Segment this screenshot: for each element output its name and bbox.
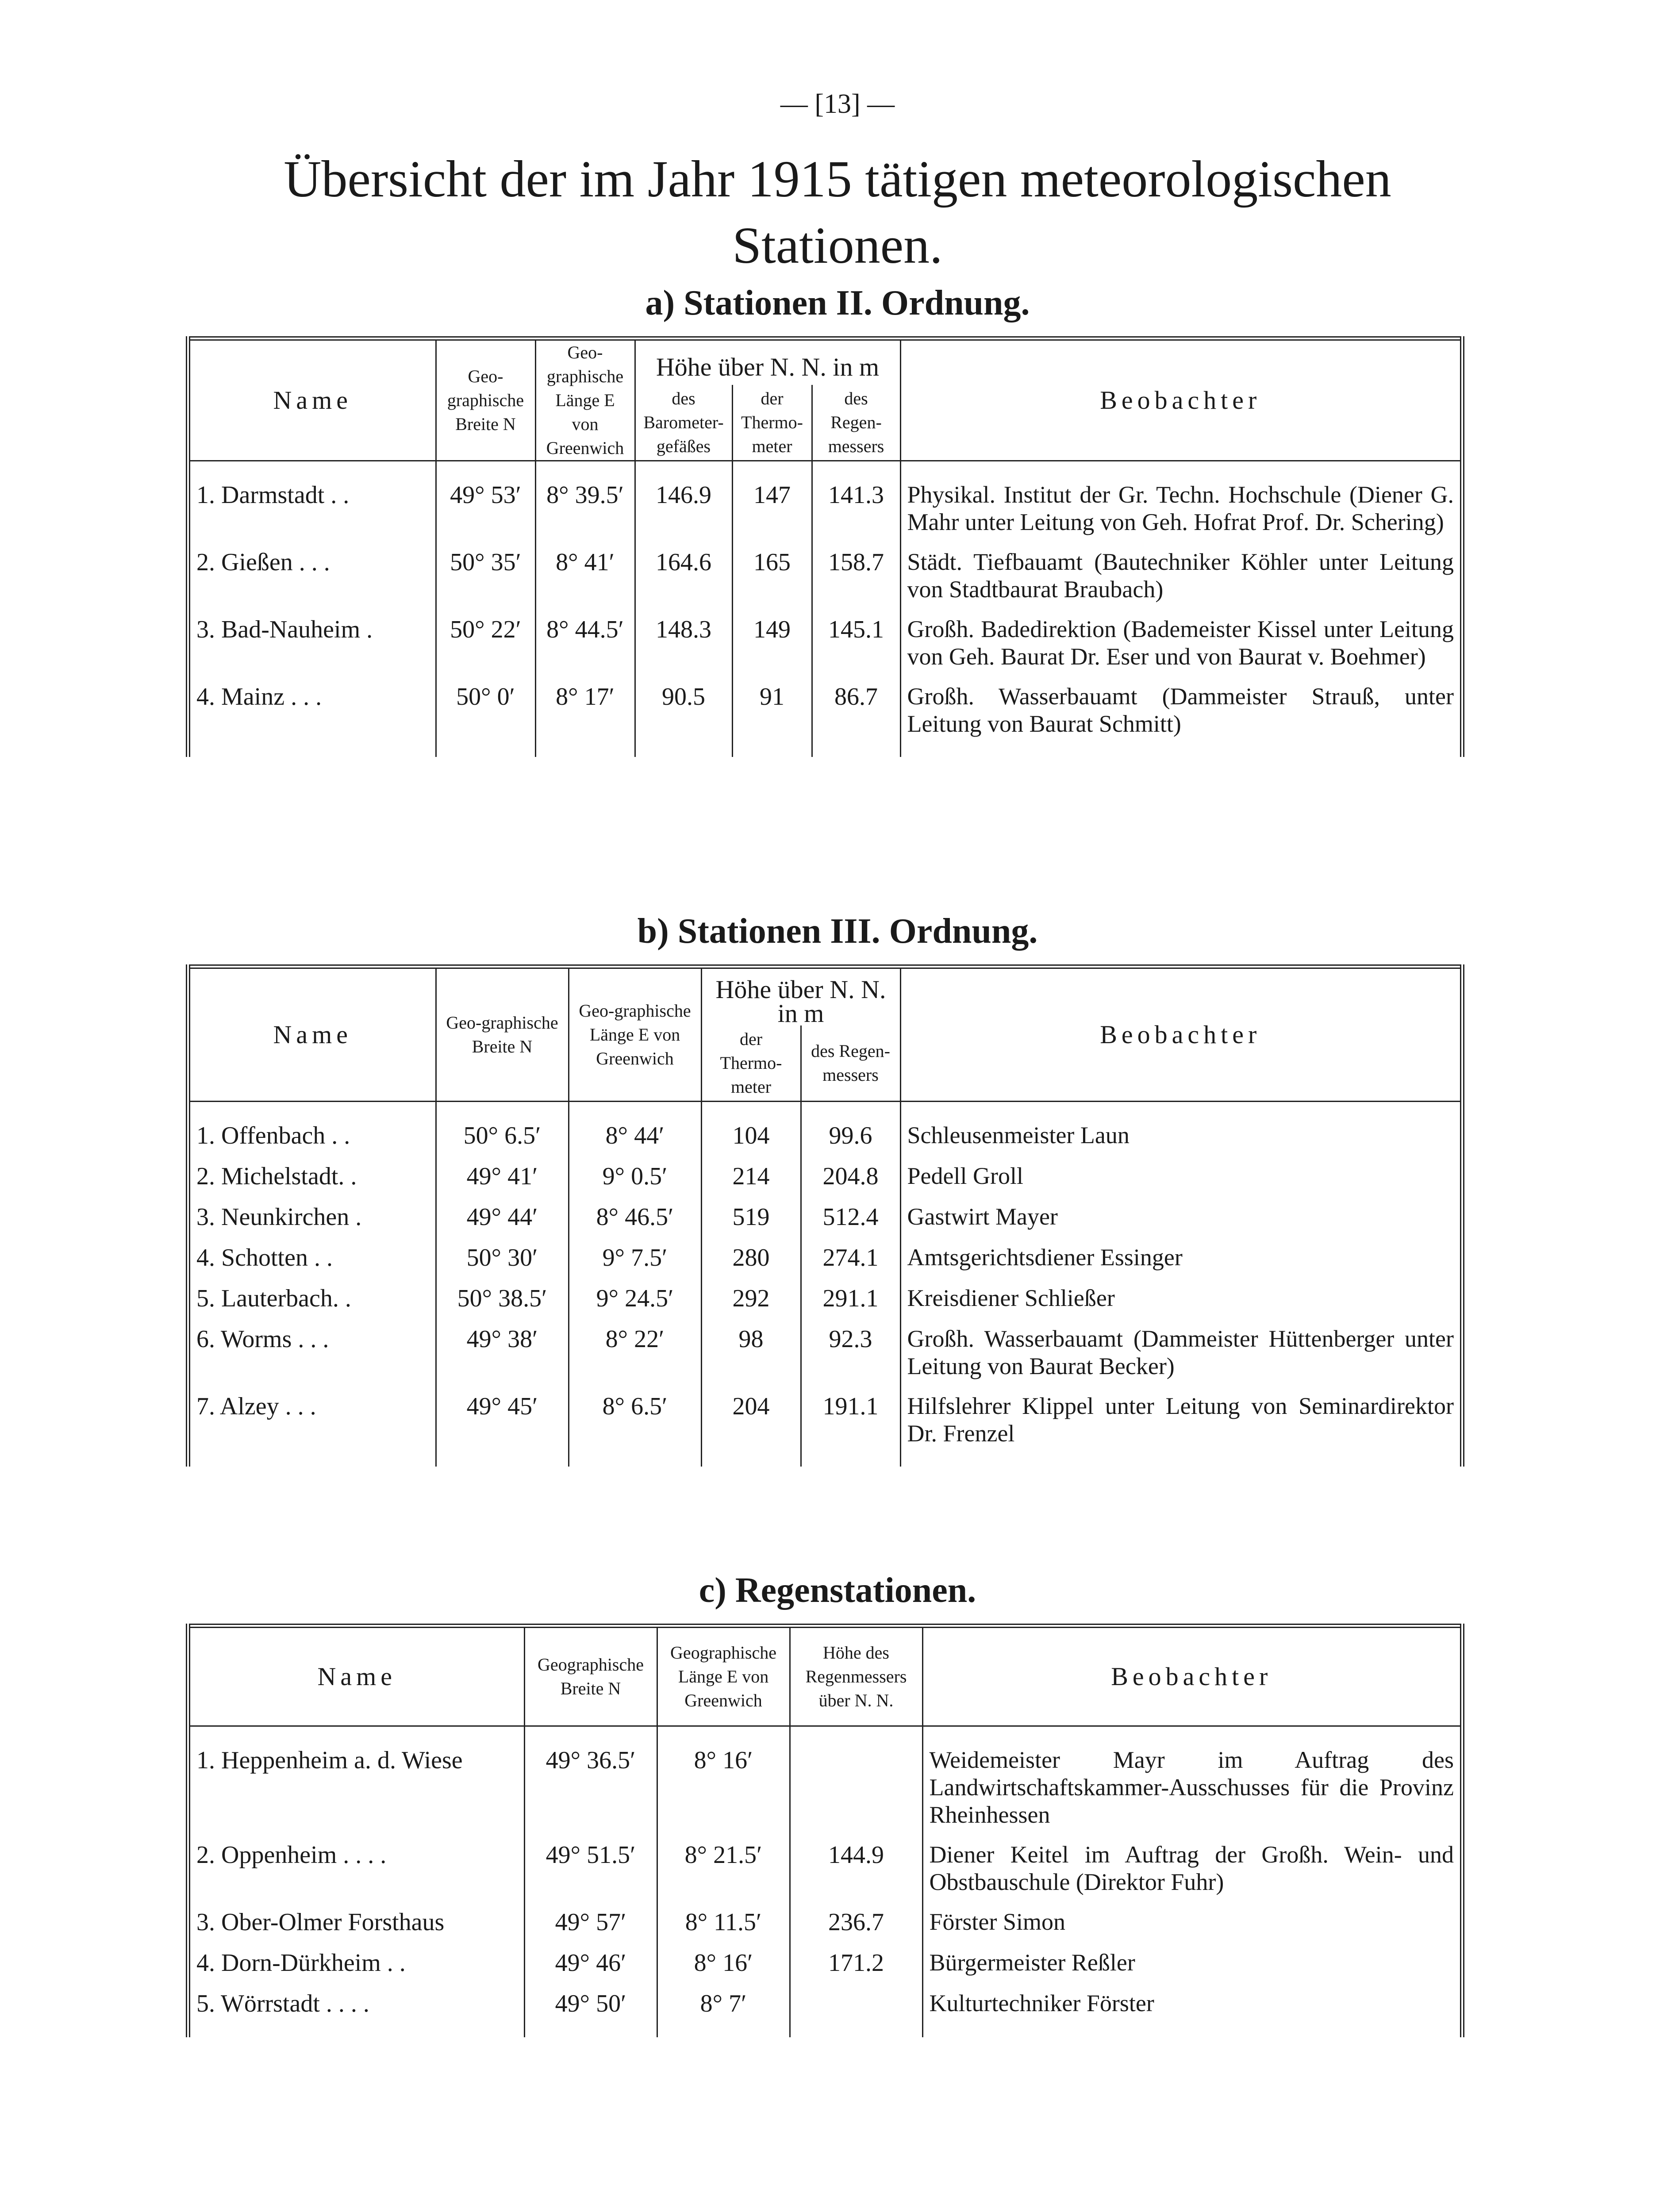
cell-breite: 49° 53′ [436,475,535,542]
col-name: Name [188,338,436,461]
col-breite: Geographische Breite N [524,1626,657,1726]
cell-breite: 49° 51.5′ [524,1835,657,1902]
section-a-heading: a) Stationen II. Ordnung. [645,284,1030,323]
cell-laenge: 8° 41′ [535,542,635,609]
cell-name: 4. Schotten . . [188,1237,436,1278]
cell-regen: 291.1 [801,1278,900,1319]
table-row [188,609,1462,676]
cell-thermo: 104 [701,1115,801,1156]
cell-name: 3. Neunkirchen . [188,1197,436,1237]
col-laenge: Geo-graphische Länge E von Greenwich [569,967,701,1102]
cell-thermo: 292 [701,1278,801,1319]
table-section-c [186,1624,1464,2037]
cell-name: 4. Dorn-Dürkheim . . [188,1943,524,1983]
cell-regen: 274.1 [801,1237,900,1278]
cell-breite: 49° 46′ [524,1943,657,1983]
page-number: — [13] — [780,89,895,119]
cell-thermo: 204 [701,1386,801,1453]
cell-thermo: 91 [732,676,812,744]
cell-name: 2. Michelstadt. . [188,1156,436,1197]
cell-breite: 50° 6.5′ [436,1115,569,1156]
cell-laenge: 9° 24.5′ [569,1278,701,1319]
table-row [188,1278,1462,1319]
cell-beobachter: Kulturtechniker Förster [922,1983,1462,2024]
cell-beobachter: Weidemeister Mayr im Auftrag des Landwirtschaftskammer-Ausschusses für die Provinz Rheinhessen [922,1740,1462,1835]
table-row [188,1197,1462,1237]
col-regen: des Regen-messers [801,1025,900,1102]
table-section-b [186,964,1464,1467]
cell-breite: 50° 30′ [436,1237,569,1278]
cell-regen: 512.4 [801,1197,900,1237]
col-beobachter: Beobachter [922,1626,1462,1726]
cell-breite: 49° 36.5′ [524,1740,657,1835]
cell-laenge: 8° 46.5′ [569,1197,701,1237]
cell-regen: 204.8 [801,1156,900,1197]
cell-name: 1. Offenbach . . [188,1115,436,1156]
cell-laenge: 8° 22′ [569,1319,701,1386]
cell-beobachter: Großh. Wasserbauamt (Dammeister Hüttenberger unter Leitung von Baurat Becker) [900,1319,1462,1386]
cell-regen: 86.7 [812,676,900,744]
cell-laenge: 8° 44.5′ [535,609,635,676]
cell-beobachter: Gastwirt Mayer [900,1197,1462,1237]
cell-breite: 49° 38′ [436,1319,569,1386]
cell-hoehe: 171.2 [790,1943,922,1983]
col-laenge: Geographische Länge E von Greenwich [657,1626,790,1726]
cell-thermo: 214 [701,1156,801,1197]
col-beobachter: Beobachter [900,967,1462,1102]
section-b-heading: b) Stationen III. Ordnung. [637,912,1038,951]
table-row [188,1115,1462,1156]
section-c-heading: c) Regenstationen. [699,1571,976,1610]
cell-beobachter: Städt. Tiefbauamt (Bautechniker Köhler unter Leitung von Stadtbaurat Braubach) [900,542,1462,609]
cell-breite: 49° 45′ [436,1386,569,1453]
cell-name: 1. Darmstadt . . [188,475,436,542]
table-row [188,1902,1462,1943]
cell-breite: 50° 38.5′ [436,1278,569,1319]
cell-laenge: 8° 21.5′ [657,1835,790,1902]
table-row [188,1156,1462,1197]
cell-breite: 49° 44′ [436,1197,569,1237]
col-hoehe: Höhe über N. N. in m [635,338,900,385]
cell-beobachter: Kreisdiener Schließer [900,1278,1462,1319]
cell-name: 5. Wörrstadt . . . . [188,1983,524,2024]
page-title: Übersicht der im Jahr 1915 tätigen meteorologischen Stationen. [284,150,1391,274]
col-breite: Geo-graphische Breite N [436,967,569,1102]
cell-laenge: 8° 16′ [657,1943,790,1983]
col-laenge: Geo-graphische Länge E von Greenwich [535,338,635,461]
cell-regen: 145.1 [812,609,900,676]
cell-hoehe [790,1983,922,2024]
cell-regen: 92.3 [801,1319,900,1386]
cell-beobachter: Diener Keitel im Auftrag der Großh. Wein- und Obstbauschule (Direktor Fuhr) [922,1835,1462,1902]
cell-beobachter: Förster Simon [922,1902,1462,1943]
col-name: Name [188,1626,524,1726]
cell-beobachter: Bürgermeister Reßler [922,1943,1462,1983]
cell-laenge: 8° 16′ [657,1740,790,1835]
col-baro: des Barometer-gefäßes [635,385,732,461]
cell-baro: 148.3 [635,609,732,676]
cell-breite: 49° 57′ [524,1902,657,1943]
col-thermo: der Thermo-meter [732,385,812,461]
col-hoehe: Höhe des Regenmessers über N. N. [790,1626,922,1726]
cell-name: 3. Bad-Nauheim . [188,609,436,676]
cell-laenge: 8° 39.5′ [535,475,635,542]
cell-beobachter: Physikal. Institut der Gr. Techn. Hochschule (Diener G. Mahr unter Leitung von Geh. Hofrat Prof. Dr. Schering) [900,475,1462,542]
cell-name: 2. Oppenheim . . . . [188,1835,524,1902]
cell-regen: 141.3 [812,475,900,542]
cell-thermo: 165 [732,542,812,609]
cell-baro: 90.5 [635,676,732,744]
cell-regen: 191.1 [801,1386,900,1453]
table-row [188,1835,1462,1902]
cell-baro: 164.6 [635,542,732,609]
cell-name: 5. Lauterbach. . [188,1278,436,1319]
table-row [188,475,1462,542]
cell-beobachter: Pedell Groll [900,1156,1462,1197]
cell-beobachter: Hilfslehrer Klippel unter Leitung von Seminardirektor Dr. Frenzel [900,1386,1462,1453]
table-row [188,1386,1462,1453]
cell-thermo: 280 [701,1237,801,1278]
cell-hoehe [790,1740,922,1835]
cell-thermo: 147 [732,475,812,542]
cell-name: 4. Mainz . . . [188,676,436,744]
cell-laenge: 9° 0.5′ [569,1156,701,1197]
cell-breite: 50° 0′ [436,676,535,744]
col-name: Name [188,967,436,1102]
table-row [188,1943,1462,1983]
cell-beobachter: Großh. Wasserbauamt (Dammeister Strauß, unter Leitung von Baurat Schmitt) [900,676,1462,744]
cell-regen: 99.6 [801,1115,900,1156]
table-row [188,1740,1462,1835]
cell-thermo: 149 [732,609,812,676]
table-section-a [186,336,1464,757]
cell-laenge: 8° 11.5′ [657,1902,790,1943]
cell-beobachter: Amtsgerichtsdiener Essinger [900,1237,1462,1278]
cell-laenge: 8° 7′ [657,1983,790,2024]
col-regen: des Regen-messers [812,385,900,461]
table-row [188,676,1462,744]
table-row [188,542,1462,609]
col-hoehe: Höhe über N. N. in m [701,967,900,1025]
table-row [188,1237,1462,1278]
cell-name: 7. Alzey . . . [188,1386,436,1453]
cell-laenge: 9° 7.5′ [569,1237,701,1278]
cell-breite: 49° 41′ [436,1156,569,1197]
cell-baro: 146.9 [635,475,732,542]
cell-hoehe: 144.9 [790,1835,922,1902]
cell-laenge: 8° 44′ [569,1115,701,1156]
cell-breite: 50° 35′ [436,542,535,609]
table-row [188,1983,1462,2024]
cell-thermo: 519 [701,1197,801,1237]
col-beobachter: Beobachter [900,338,1462,461]
cell-thermo: 98 [701,1319,801,1386]
cell-name: 6. Worms . . . [188,1319,436,1386]
cell-name: 2. Gießen . . . [188,542,436,609]
cell-breite: 50° 22′ [436,609,535,676]
cell-beobachter: Schleusenmeister Laun [900,1115,1462,1156]
cell-beobachter: Großh. Badedirektion (Bademeister Kissel unter Leitung von Geh. Baurat Dr. Eser und von Baurat v. Boehmer) [900,609,1462,676]
cell-name: 1. Heppenheim a. d. Wiese [188,1740,524,1835]
col-thermo: der Thermo-meter [701,1025,801,1102]
cell-name: 3. Ober-Olmer Forsthaus [188,1902,524,1943]
cell-breite: 49° 50′ [524,1983,657,2024]
cell-laenge: 8° 17′ [535,676,635,744]
cell-regen: 158.7 [812,542,900,609]
cell-laenge: 8° 6.5′ [569,1386,701,1453]
table-row [188,1319,1462,1386]
cell-hoehe: 236.7 [790,1902,922,1943]
col-breite: Geo-graphische Breite N [436,338,535,461]
